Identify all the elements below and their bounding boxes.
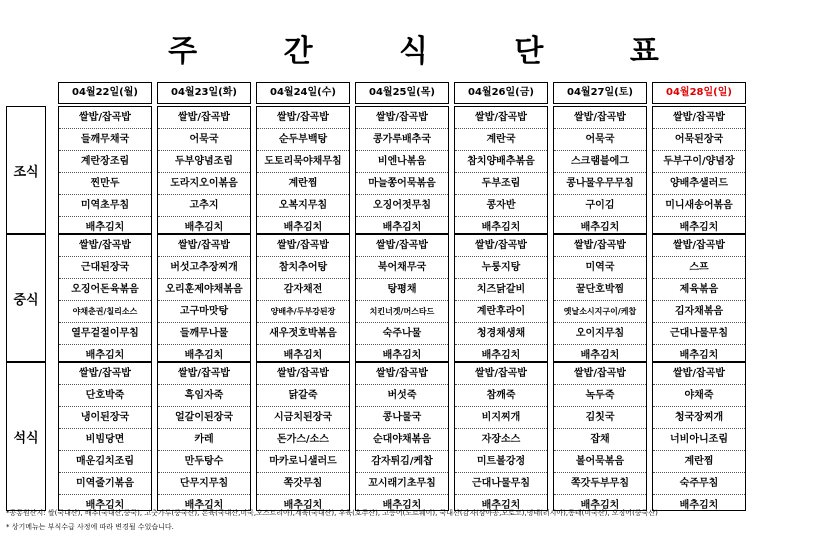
menu-item: 잡채 [554,429,646,451]
menu-item: 쌀밥/잡곡밥 [158,235,250,257]
menu-item: 어묵국 [158,129,250,151]
menu-item: 배추김치 [481,222,521,233]
menu-item: 북어채무국 [356,257,448,279]
menu-item: 오복지무침 [257,195,349,217]
menu-item: 시금치된장국 [257,407,349,429]
menu-item: 쌀밥/잡곡밥 [257,107,349,129]
menu-item: 스프 [653,257,745,279]
day-header: 04월24일(수) [256,82,350,104]
menu-item: 오징어돈육볶음 [59,279,151,301]
day-menu-column [355,362,449,511]
menu-item: 어묵된장국 [653,129,745,151]
day-header: 04월23일(화) [157,82,251,104]
menu-item: 숙주무침 [653,473,745,495]
menu-item: 열무겉절이무침 [59,323,151,345]
day-header: 04월22일(월) [58,82,152,104]
notice-footnote: * 상기메뉴는 부식수급 사정에 따라 변경될 수있습니다. [6,523,174,531]
menu-item: 콩나물국 [356,407,448,429]
menu-item: 감자튀김/케찹 [356,451,448,473]
menu-item: 쌀밥/잡곡밥 [356,235,448,257]
menu-item: 근대된장국 [59,257,151,279]
menu-item: 콩자반 [455,195,547,217]
menu-item: 순대야채볶음 [356,429,448,451]
menu-item: 배추김치 [184,350,224,361]
day-menu-column [58,234,152,362]
menu-item: 미니새송어볶음 [653,195,745,217]
day-header: 04월25일(목) [355,82,449,104]
menu-item: 배추김치 [679,500,719,511]
menu-item: 쌀밥/잡곡밥 [554,363,646,385]
day-menu-column [652,234,746,362]
menu-item: 치즈닭갈비 [455,279,547,301]
menu-item: 오이지무침 [554,323,646,345]
day-menu-column [58,106,152,234]
menu-item: 두부구이/양념장 [653,151,745,173]
menu-item: 미역줄기볶음 [59,473,151,495]
menu-item: 쌀밥/잡곡밥 [59,363,151,385]
day-menu-column [652,106,746,234]
menu-item: 흑임자죽 [158,385,250,407]
menu-item: 비엔나볶음 [356,151,448,173]
menu-item: 도라지오이볶음 [158,173,250,195]
menu-item: 치킨너겟/머스타드 [356,301,448,323]
menu-item: 냉이된장국 [59,407,151,429]
menu-item: 야채죽 [653,385,745,407]
page-title: 주 간 식 단 표 [168,34,697,69]
menu-item: 배추김치 [382,500,422,511]
menu-item: 도토리묵야채무침 [257,151,349,173]
day-menu-column [58,362,152,511]
menu-item: 참치양배추볶음 [455,151,547,173]
menu-item: 쌀밥/잡곡밥 [59,107,151,129]
menu-item: 오리훈제야채볶음 [158,279,250,301]
menu-item: 배추김치 [85,222,125,233]
menu-item: 단무지무침 [158,473,250,495]
menu-item: 옛날소시지구이/케찹 [554,301,646,323]
meal-label: 석식 [6,362,46,511]
menu-item: 두부조림 [455,173,547,195]
menu-item: 배추김치 [382,222,422,233]
menu-item: 버섯고추장찌개 [158,257,250,279]
day-header: 04월26일(금) [454,82,548,104]
menu-item: 쪽갓두부무침 [554,473,646,495]
menu-item: 카레 [158,429,250,451]
menu-item: 스크램블에그 [554,151,646,173]
menu-item: 쌀밥/잡곡밥 [356,363,448,385]
menu-item: 마카로니샐러드 [257,451,349,473]
menu-item: 배추김치 [481,350,521,361]
menu-item: 새우젓호박볶음 [257,323,349,345]
menu-item: 버섯죽 [356,385,448,407]
menu-item: 쌀밥/잡곡밥 [158,363,250,385]
menu-item: 감자채전 [257,279,349,301]
menu-item: 양배추샐러드 [653,173,745,195]
menu-item: 배추김치 [283,222,323,233]
menu-item: 얼갈이된장국 [158,407,250,429]
menu-item: 쌀밥/잡곡밥 [653,235,745,257]
menu-item: 누룽지탕 [455,257,547,279]
day-menu-column [553,106,647,234]
menu-item: 배추김치 [679,222,719,233]
menu-item: 쌀밥/잡곡밥 [257,363,349,385]
menu-item: 꼬시래기초무침 [356,473,448,495]
menu-item: 계란국 [455,129,547,151]
menu-item: 쌀밥/잡곡밥 [653,107,745,129]
day-header: 04월28일(일) [652,82,746,104]
menu-item: 배추김치 [85,500,125,511]
menu-item: 야채춘권/칠리소스 [59,301,151,323]
origin-footnote: *공통원산지: 쌀(국내산), 배추(국내산,중국), 고춧가루(중국산), 돈육(국내산,미국,오스트리아),계육(국내산), 우육(호주산), 고등어(노르웨이), 국내산(감자(삼아공,모로코),명태(러시아),동태(미국산), 오징어(중국산) [6,509,658,517]
menu-item: 콩가루배추국 [356,129,448,151]
menu-item: 계란장조림 [59,151,151,173]
day-menu-column [355,106,449,234]
menu-item: 계란찜 [257,173,349,195]
menu-item: 양배추/두부강된장 [257,301,349,323]
day-menu-column [454,234,548,362]
menu-item: 돈가스/소스 [257,429,349,451]
menu-item: 배추김치 [85,350,125,361]
day-header-row [58,82,751,106]
day-menu-column [553,234,647,362]
menu-item: 쌀밥/잡곡밥 [356,107,448,129]
menu-item: 오징어젓무침 [356,195,448,217]
menu-item: 배추김치 [679,350,719,361]
menu-item: 배추김치 [580,500,620,511]
menu-item: 배추김치 [580,350,620,361]
day-menu-column [553,362,647,511]
day-menu-column [256,106,350,234]
menu-item: 단호박죽 [59,385,151,407]
day-menu-column [454,106,548,234]
menu-item: 콩나물우무무침 [554,173,646,195]
menu-item: 미역초무침 [59,195,151,217]
menu-item: 쌀밥/잡곡밥 [257,235,349,257]
day-menu-column [256,234,350,362]
menu-item: 쌀밥/잡곡밥 [455,363,547,385]
menu-item: 볼어묵볶음 [554,451,646,473]
menu-item: 쌀밥/잡곡밥 [455,107,547,129]
menu-item: 찐만두 [59,173,151,195]
menu-item: 닭갈죽 [257,385,349,407]
menu-item: 김칫국 [554,407,646,429]
menu-item: 청경채생채 [455,323,547,345]
menu-item: 들깨무나물 [158,323,250,345]
menu-item: 쌀밥/잡곡밥 [554,235,646,257]
menu-item: 구이김 [554,195,646,217]
day-menu-column [454,362,548,511]
menu-item: 숙주나물 [356,323,448,345]
menu-item: 쌀밥/잡곡밥 [554,107,646,129]
menu-item: 비빔당면 [59,429,151,451]
menu-item: 배추김치 [184,500,224,511]
menu-item: 배추김치 [382,350,422,361]
menu-item: 쌀밥/잡곡밥 [455,235,547,257]
menu-item: 너비아니조림 [653,429,745,451]
menu-item: 제육볶음 [653,279,745,301]
menu-item: 자장소스 [455,429,547,451]
menu-item: 만두탕수 [158,451,250,473]
menu-item: 미트볼강정 [455,451,547,473]
day-menu-column [157,362,251,511]
menu-item: 계란찜 [653,451,745,473]
menu-item: 배추김치 [580,222,620,233]
menu-item: 쌀밥/잡곡밥 [653,363,745,385]
menu-item: 미역국 [554,257,646,279]
menu-item: 배추김치 [184,222,224,233]
day-header: 04월27일(토) [553,82,647,104]
menu-item: 순두부백탕 [257,129,349,151]
menu-item: 꿀단호박찜 [554,279,646,301]
day-menu-column [157,106,251,234]
menu-item: 들깨무채국 [59,129,151,151]
menu-item: 쌀밥/잡곡밥 [59,235,151,257]
menu-item: 쌀밥/잡곡밥 [158,107,250,129]
menu-item: 두부양념조림 [158,151,250,173]
menu-item: 근대나물무침 [653,323,745,345]
menu-item: 배추김치 [481,500,521,511]
menu-item: 탕평채 [356,279,448,301]
menu-item: 참치추어탕 [257,257,349,279]
menu-item: 쪽갓무침 [257,473,349,495]
menu-item: 마늘쫑어묵볶음 [356,173,448,195]
menu-item: 계란후라이 [455,301,547,323]
menu-item: 고구마맛탕 [158,301,250,323]
menu-item: 어묵국 [554,129,646,151]
menu-item: 매운김치조림 [59,451,151,473]
menu-item: 비지찌개 [455,407,547,429]
meal-label: 조식 [6,106,46,234]
day-menu-column [157,234,251,362]
day-menu-column [256,362,350,511]
menu-item: 청국장찌개 [653,407,745,429]
menu-item: 김자채볶음 [653,301,745,323]
menu-item: 고추지 [158,195,250,217]
day-menu-column [652,362,746,511]
meal-label: 중식 [6,234,46,362]
menu-item: 녹두죽 [554,385,646,407]
menu-item: 배추김치 [283,500,323,511]
menu-item: 참깨죽 [455,385,547,407]
day-menu-column [355,234,449,362]
menu-item: 근대나물무침 [455,473,547,495]
menu-item: 배추김치 [283,350,323,361]
